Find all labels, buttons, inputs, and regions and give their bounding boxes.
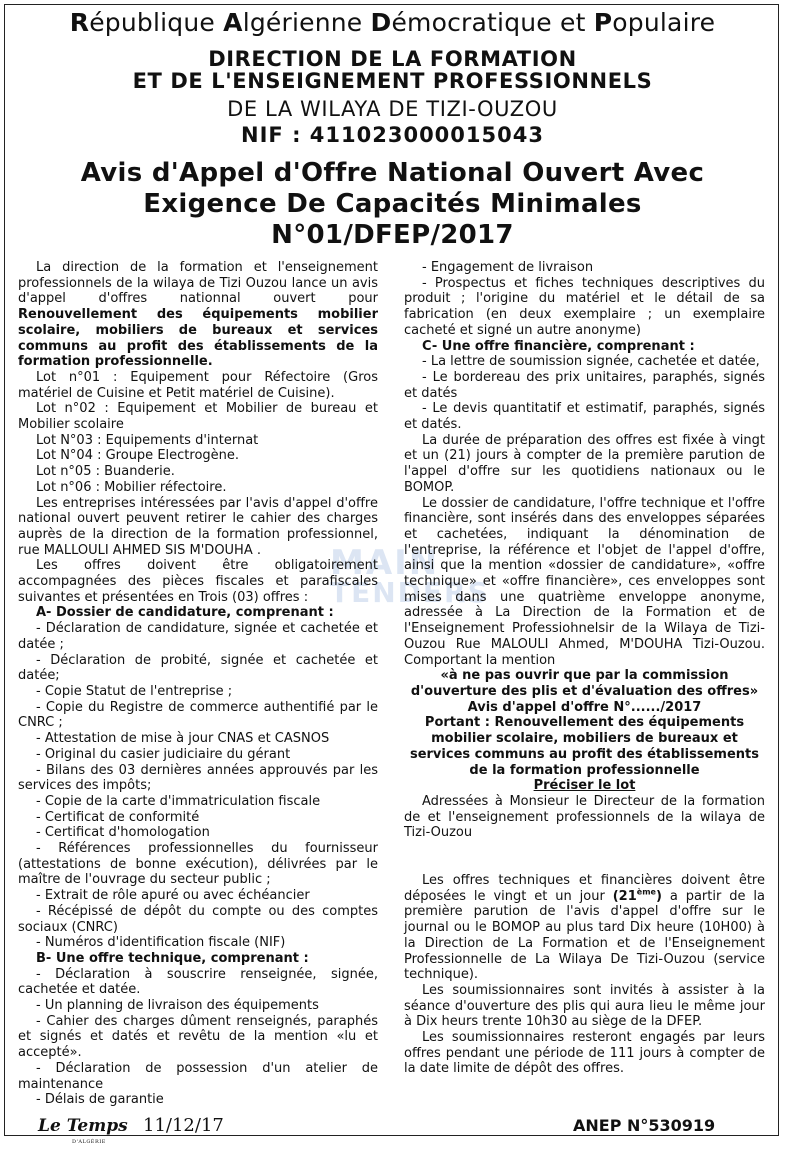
list-item: - Un planning de livraison des équipements xyxy=(36,998,319,1014)
list-item: - Engagement de livraison xyxy=(422,260,594,275)
lot-item: Lot n°01 : Equipement pour Réfectoire (Gros matériel de Cuisine et Petit matériel de Cuisine). xyxy=(18,369,378,401)
title-line-1: Avis d'Appel d'Offre National Ouvert Avec xyxy=(80,158,705,188)
adressees-paragraph: Adressées à Monsieur le Directeur de la formation de et l'enseignement professionnels de la wilaya de Tizi-Ouzou xyxy=(404,793,765,841)
lot-item: Lot n°05 : Buanderie. xyxy=(36,464,175,480)
depot-day-suffix: ème xyxy=(636,887,656,897)
lot-item: Lot n°02 : Equipement et Mobilier de bureau et Mobilier scolaire xyxy=(18,401,378,433)
list-item: - Références professionnelles du fournisseur (attestations de bonne exécution), délivrées par le maître de l'ouvrage du secteur public ; xyxy=(18,841,378,888)
list-item: - Extrait de rôle apuré ou avec échéancier xyxy=(36,888,310,904)
right-column xyxy=(404,260,765,1077)
list-item: - Certificat de conformité xyxy=(36,809,200,825)
watermark-line-2: TENDERS xyxy=(330,576,490,609)
list-item: - La lettre de soumission signée, cachetée et datée, xyxy=(422,354,760,370)
publication-name: Le Temps xyxy=(38,1116,128,1136)
depot-day-number: (21 xyxy=(612,888,637,904)
section-c-title: C- Une offre financière, comprenant : xyxy=(422,338,695,354)
republic-part: République xyxy=(69,8,224,37)
publication-date: 11/12/17 xyxy=(143,1115,224,1136)
offres-paragraph: Les offres doivent être obligatoirement accompagnées des pièces fiscales et parafiscales suivantes et présentées en Trois (03) offres : xyxy=(18,558,378,605)
envelope-mention: «à ne pas ouvrir que par la commission d'ouverture des plis et d'évaluation des offres» Avis d'appel d'offre N°....../2017 xyxy=(410,668,759,715)
nif-number: NIF : 411023000015043 xyxy=(241,123,544,147)
republic-heading xyxy=(0,8,785,38)
list-item: - Numéros d'identification fiscale (NIF) xyxy=(36,935,286,951)
list-item: - Bilans des 03 dernières années approuvés par les services des impôts; xyxy=(18,762,378,794)
anep-reference: ANEP N°530919 xyxy=(573,1116,716,1135)
list-item: - Cahier des charges dûment renseignés, paraphés et signés et datés et revêtu de la mention «lu et accepté». xyxy=(18,1013,378,1061)
retrait-paragraph: Les entreprises intéressées par l'avis d'appel d'offre national ouvert peuvent retirer le cahier des charges auprès de la direction de la formation professionnel, rue MALLOULI AHMED SIS M'DOUHA . xyxy=(18,495,378,558)
direction-line-1: DIRECTION DE LA FORMATION xyxy=(208,47,577,71)
title-line-2: Exigence De Capacités Minimales xyxy=(143,189,642,219)
list-item: - Le devis quantitatif et estimatif, paraphés, signés et datés. xyxy=(404,401,765,433)
republic-part: Algérienne xyxy=(223,8,371,37)
depot-day xyxy=(613,889,662,904)
direction-line-2: ET DE L'ENSEIGNEMENT PROFESSIONNELS xyxy=(132,69,653,93)
wilaya-heading: DE LA WILAYA DE TIZI-OUZOU xyxy=(227,97,558,121)
list-item: - Copie de la carte d'immatriculation fiscale xyxy=(36,793,321,809)
lot-item: Lot N°04 : Groupe Electrogène. xyxy=(36,448,240,464)
watermark-line-1: MAIN xyxy=(330,543,440,583)
spacer xyxy=(404,857,765,873)
preciser-lot: Préciser le lot xyxy=(533,778,636,794)
list-item: - Certificat d'homologation xyxy=(36,825,210,841)
list-item: - Copie Statut de l'entreprise ; xyxy=(36,683,233,699)
portant-object: Portant : Renouvellement des équipements mobilier scolaire, mobiliers de bureaux et services communs au profit des établissements de la formation professionnelle xyxy=(409,715,760,778)
engagement-paragraph: Les soumissionnaires resteront engagés par leurs offres pendant une période de 111 jours à compter de la date limite de dépôt des offres. xyxy=(404,1030,765,1077)
lot-item: Lot n°06 : Mobilier réfectoire. xyxy=(36,479,227,495)
list-item: - Déclaration de probité, signée et cachetée et datée; xyxy=(18,652,378,684)
list-item: - Attestation de mise à jour CNAS et CASNOS xyxy=(36,731,330,747)
title-line-3: N°01/DFEP/2017 xyxy=(271,220,514,250)
lot-item: Lot N°03 : Equipements d'internat xyxy=(36,432,259,448)
left-column xyxy=(18,260,378,1108)
list-item: - Original du casier judiciaire du gérant xyxy=(36,746,291,762)
intro-object: Renouvellement des équipements mobilier scolaire, mobiliers de bureaux et services communs au profit des établissements de la formation professionnelle. xyxy=(18,307,378,370)
list-item: - Déclaration de possession d'un atelier de maintenance xyxy=(18,1060,378,1092)
depot-paragraph xyxy=(404,873,765,983)
depot-day-close: ) xyxy=(655,888,662,904)
publication-logo xyxy=(38,1116,128,1145)
notice-title xyxy=(0,158,785,251)
publication-subtitle: D'ALGÉRIE xyxy=(72,1139,106,1145)
section-b-title: B- Une offre technique, comprenant : xyxy=(36,950,309,966)
spacer xyxy=(404,841,765,857)
intro-paragraph xyxy=(18,260,378,370)
depot-text-rest: a partir de la première parution de l'avis d'appel d'offre sur le journal ou le BOMOP au plus tard Dix heure (10H00) à la Direction de La Formation et de l'Enseignement Professionnelle de La Wilaya De Tizi-Ouzou (service technique). xyxy=(404,888,765,983)
seance-paragraph: Les soumissionnaires sont invités à assister à la séance d'ouverture des plis qui aura lieu le même jour à Dix heurs trente 10h30 au siège de la DFEP. xyxy=(404,982,765,1030)
list-item: - Le bordereau des prix unitaires, paraphés, signés et datés xyxy=(404,369,765,401)
duree-paragraph: La durée de préparation des offres est fixée à vingt et un (21) jours à compter de la première parution de l'appel d'offre sur les quotidiens nationaux ou le BOMOP. xyxy=(404,432,765,495)
republic-part: Populaire xyxy=(593,8,716,37)
direction-heading xyxy=(0,48,785,92)
list-item: - Prospectus et fiches techniques descriptives du produit ; l'origine du matériel et le détail de sa fabrication (en deux exemplaire ; un exemplaire cacheté et signé un autre anonyme) xyxy=(404,275,765,338)
list-item: - Déclaration à souscrire renseignée, signée, cachetée et datée. xyxy=(18,966,378,998)
intro-text: La direction de la formation et l'enseignement professionnels de la wilaya de Tizi Ouzou lance un avis d'appel d'offres nationnal ouvert pour xyxy=(18,260,378,307)
republic-part: Démocratique et xyxy=(370,8,594,37)
list-item: - Récépissé de dépôt du compte ou des comptes sociaux (CNRC) xyxy=(18,903,378,935)
depot-text: Les offres techniques et financières doivent être déposées le vingt et un jour xyxy=(404,873,765,904)
list-item: - Copie du Registre de commerce authentifié par le CNRC ; xyxy=(18,699,378,731)
dossier-paragraph: Le dossier de candidature, l'offre technique et l'offre financière, sont insérés dans des enveloppes séparées et cachetées, indiquant la dénomination de l'entreprise, la référence et l'objet de l'appel d'offre, ainsi que la mention «dossier de candidature», «offre technique» et «offre financière», ces enveloppes sont mises dans une quatrième enveloppe anonyme, adressée à La Direction de la Formation et de l'Enseignement Professiohnelsir de la Wilaya de Tizi-Ouzou Rue MALOULI Ahmed, M'DOUHA Tizi-Ouzou. Comportant la mention xyxy=(404,495,765,668)
list-item: - Déclaration de candidature, signée et cachetée et datée ; xyxy=(18,621,378,652)
list-item: - Délais de garantie xyxy=(36,1092,164,1108)
section-a-title: A- Dossier de candidature, comprenant : xyxy=(36,605,334,621)
